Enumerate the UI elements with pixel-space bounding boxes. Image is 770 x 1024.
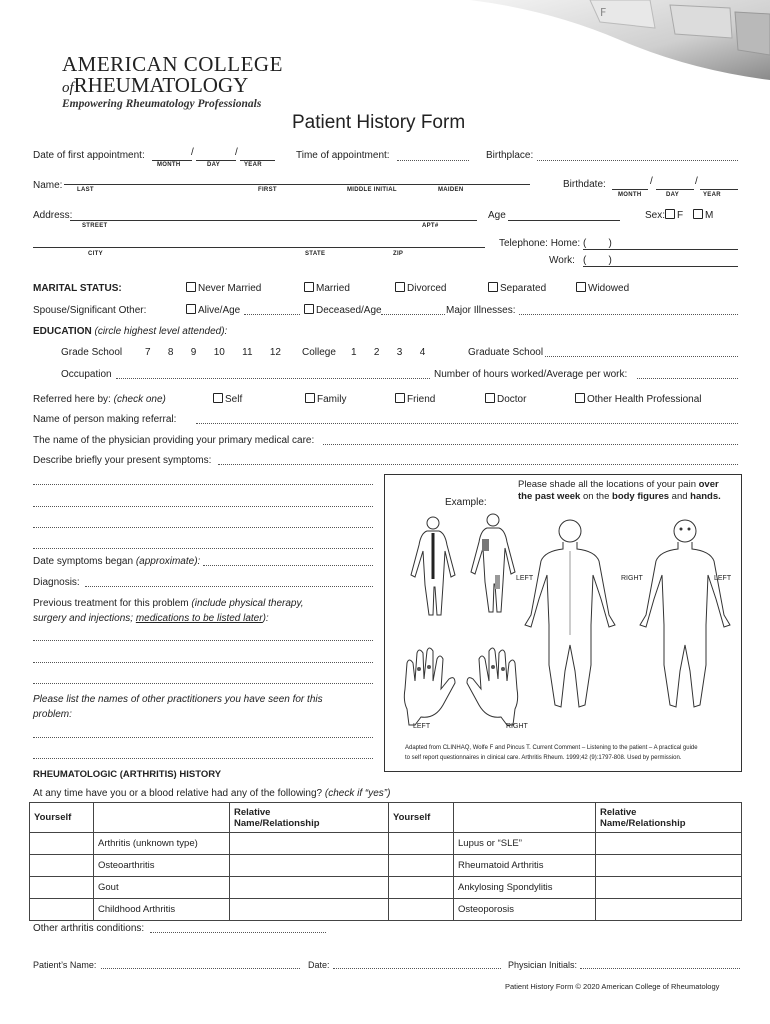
hand-right-label: RIGHT (506, 723, 528, 730)
physician-initials-field[interactable] (580, 968, 740, 969)
prev-treatment-line[interactable] (33, 640, 373, 641)
tel-home-label: Telephone: Home: (499, 238, 581, 249)
birthdate-label: Birthdate: (563, 179, 606, 190)
yourself-cell[interactable] (30, 899, 94, 921)
symptoms-field[interactable] (218, 464, 738, 465)
yourself-cell[interactable] (389, 855, 454, 877)
footer-date-label: Date: (308, 960, 330, 970)
header-keyboard-image (440, 0, 770, 105)
other-arthritis-field[interactable] (150, 932, 326, 933)
option-label: Married (316, 283, 350, 294)
major-illnesses-label: Major Illnesses: (446, 305, 516, 316)
footer-date-field[interactable] (333, 968, 501, 969)
table-row (30, 855, 742, 877)
yourself-cell[interactable] (389, 899, 454, 921)
citation-line1: Adapted from CLINHAQ, Wolfe F and Pincus T. Current Comment – Listening to the patient – A practical guide (405, 745, 698, 751)
logo-tagline: Empowering Rheumatology Professionals (62, 98, 262, 110)
hint2b: medications to be listed later (135, 613, 263, 624)
condition-cell: Ankylosing Spondylitis (454, 877, 596, 899)
relative-cell[interactable] (596, 855, 742, 877)
date-first-year-field[interactable] (240, 160, 275, 161)
spouse-alive-age-field[interactable] (244, 314, 300, 315)
instr-c: the past week (518, 491, 581, 502)
table-row (30, 833, 742, 855)
yourself-cell[interactable] (30, 855, 94, 877)
checkbox-icon[interactable] (575, 393, 585, 403)
age-label: Age (488, 210, 506, 221)
college-options[interactable]: 1 2 3 4 (351, 347, 426, 358)
checkbox-icon[interactable] (186, 304, 196, 314)
citation-line2: to self report questionnaires in clinical care. Arthritis Rheum. 1999;42 (9):1797-808. Used by permission. (405, 755, 682, 761)
col-yourself: Yourself (30, 803, 94, 833)
sex-m-option[interactable] (693, 209, 713, 221)
symptoms-label: Describe briefly your present symptoms: (33, 455, 212, 466)
date-first-label: Date of first appointment: (33, 150, 145, 161)
graduate-label: Graduate School (468, 347, 544, 358)
occupation-label: Occupation (61, 369, 112, 380)
body-figures-drawing[interactable] (385, 475, 741, 771)
history-question-hint: (check if “yes”) (324, 788, 391, 799)
option-label: Divorced (407, 283, 447, 294)
work-label: Work: (549, 255, 575, 266)
date-began-label: Date symptoms began (33, 556, 134, 567)
caption-middle: MIDDLE INITIAL (347, 187, 397, 193)
referral-name-field[interactable] (196, 423, 738, 424)
graduate-field[interactable] (545, 356, 738, 357)
pain-body-figure-box (384, 474, 742, 772)
marital-never-married[interactable] (186, 282, 261, 294)
tel-home-field[interactable] (583, 249, 738, 250)
checkbox-icon[interactable] (488, 282, 498, 292)
prev-treatment-label: Previous treatment for this problem (33, 598, 189, 609)
svg-text:F: F (600, 6, 607, 19)
copyright: Patient History Form © 2020 American College of Rheumatology (505, 982, 720, 991)
checkbox-icon[interactable] (186, 282, 196, 292)
referral-doctor[interactable] (485, 393, 526, 405)
arthritis-history-table (29, 802, 742, 921)
condition-cell: Arthritis (unknown type) (94, 833, 230, 855)
col-relative2-line2: Name/Relationship (600, 817, 686, 829)
checkbox-icon[interactable] (665, 209, 675, 219)
hand-left-label: LEFT (413, 723, 431, 730)
caption-year: YEAR (244, 162, 262, 168)
prev-treatment-heading (33, 598, 304, 609)
spouse-deceased-age-field[interactable] (381, 314, 445, 315)
yourself-cell[interactable] (30, 833, 94, 855)
diagnosis-label: Diagnosis: (33, 577, 80, 588)
birthdate-month-field[interactable] (612, 189, 648, 190)
date-first-month-field[interactable] (152, 160, 192, 161)
physician-label: The name of the physician providing your primary medical care: (33, 435, 315, 446)
sex-f-label: F (677, 210, 684, 221)
option-label: Self (225, 394, 243, 405)
occupation-field[interactable] (116, 378, 430, 379)
sex-f-option[interactable] (665, 209, 683, 221)
referred-heading (33, 394, 166, 405)
example-front-figure (471, 514, 515, 612)
symptoms-line[interactable] (33, 527, 373, 528)
col-relative2-line1: Relative (600, 806, 637, 818)
col-relative-line1: Relative (234, 806, 271, 818)
option-label: Never Married (198, 283, 262, 294)
grade-options[interactable]: 7 8 9 10 11 12 (145, 347, 281, 358)
option-label: Widowed (588, 283, 630, 294)
relative-cell[interactable] (230, 833, 389, 855)
practitioners-label2: problem: (33, 709, 72, 720)
instr-a: Please shade all the locations of your pain (518, 479, 696, 490)
history-title: RHEUMATOLOGIC (ARTHRITIS) HISTORY (33, 769, 222, 780)
checkbox-icon[interactable] (395, 393, 405, 403)
example-back-figure (411, 517, 455, 615)
instr-b: over (698, 479, 719, 490)
table-row (30, 877, 742, 899)
caption-month: MONTH (157, 162, 181, 168)
option-label: Friend (407, 394, 436, 405)
label-left-1: LEFT (516, 575, 534, 582)
college-label: College (302, 347, 336, 358)
spouse-deceased-option[interactable] (304, 304, 382, 316)
table-row (30, 899, 742, 921)
instr-g: hands. (690, 491, 721, 502)
prev-treatment-line[interactable] (33, 662, 373, 663)
blank-header-2 (454, 803, 596, 833)
checkbox-icon[interactable] (305, 393, 315, 403)
hint2a: surgery and injections; (33, 613, 134, 624)
option-label: Separated (500, 283, 547, 294)
table-header-row (30, 803, 742, 833)
name-field[interactable] (64, 184, 530, 185)
relative-cell[interactable] (230, 877, 389, 899)
date-first-day-field[interactable] (196, 160, 236, 161)
sex-m-label: M (705, 210, 714, 221)
large-back-figure (525, 520, 615, 707)
hint2c: ): (262, 613, 269, 624)
col-relative-line2: Name/Relationship (234, 817, 320, 829)
other-arthritis-label: Other arthritis conditions: (33, 923, 145, 934)
col-relative (230, 803, 389, 833)
condition-cell: Osteoarthritis (94, 855, 230, 877)
checkbox-icon[interactable] (395, 282, 405, 292)
caption-city: CITY (88, 251, 103, 257)
major-illnesses-field[interactable] (519, 314, 738, 315)
birthdate-day-field[interactable] (656, 189, 694, 190)
left-hand-figure (404, 648, 455, 725)
condition-cell: Childhood Arthritis (94, 899, 230, 921)
option-label: Doctor (497, 394, 527, 405)
logo-rheumatology: RHEUMATOLOGY (73, 73, 249, 97)
caption-bd-year: YEAR (703, 192, 721, 198)
relative-cell[interactable] (596, 877, 742, 899)
option-label: Family (317, 394, 347, 405)
age-field[interactable] (508, 220, 620, 221)
physician-initials-label: Physician Initials: (508, 960, 578, 970)
hours-field[interactable] (637, 378, 738, 379)
spouse-label: Spouse/Significant Other: (33, 305, 147, 316)
option-label: Deceased/Age (316, 305, 382, 316)
history-question-text: At any time have you or a blood relative had any of the following? (33, 788, 323, 799)
marital-label: MARITAL STATUS: (33, 283, 122, 294)
condition-cell: Osteoporosis (454, 899, 596, 921)
referral-name-label: Name of person making referral: (33, 414, 177, 425)
checkbox-icon[interactable] (576, 282, 586, 292)
blank-header (94, 803, 230, 833)
referred-label: Referred here by: (33, 394, 111, 405)
name-label: Name: (33, 180, 63, 191)
referral-self[interactable] (213, 393, 242, 405)
symptoms-line[interactable] (33, 484, 373, 485)
caption-last: LAST (77, 187, 94, 193)
city-state-zip-field[interactable] (33, 247, 485, 248)
sex-label: Sex: (645, 210, 666, 221)
prev-treatment-hint: (include physical therapy, (191, 598, 304, 609)
yourself-cell[interactable] (389, 833, 454, 855)
referral-friend[interactable] (395, 393, 435, 405)
time-field[interactable] (397, 160, 469, 161)
condition-cell: Rheumatoid Arthritis (454, 855, 596, 877)
symptoms-line[interactable] (33, 548, 373, 549)
col-yourself-2: Yourself (389, 803, 454, 833)
hours-label: Number of hours worked/Average per work: (434, 369, 628, 380)
caption-bd-month: MONTH (618, 192, 642, 198)
birthplace-label: Birthplace: (486, 150, 534, 161)
referral-family[interactable] (305, 393, 346, 405)
label-left-2: LEFT (714, 575, 732, 582)
relative-cell[interactable] (230, 855, 389, 877)
spouse-alive-option[interactable] (186, 304, 240, 316)
practitioners-line[interactable] (33, 737, 373, 738)
address-field[interactable] (70, 220, 477, 221)
caption-zip: ZIP (393, 251, 404, 257)
address-label: Address: (33, 210, 73, 221)
practitioners-label: Please list the names of other practitioners you have seen for this (33, 694, 323, 705)
instr-d: on the (582, 491, 610, 502)
caption-state: STATE (305, 251, 326, 257)
checkbox-icon[interactable] (304, 304, 314, 314)
physician-field[interactable] (323, 444, 738, 445)
caption-first: FIRST (258, 187, 277, 193)
col-relative-2 (596, 803, 742, 833)
practitioners-line[interactable] (33, 758, 373, 759)
marital-widowed[interactable] (576, 282, 629, 294)
instr-f: and (671, 491, 688, 502)
condition-cell: Gout (94, 877, 230, 899)
caption-day: DAY (207, 162, 221, 168)
right-hand-figure (467, 648, 518, 725)
prev-treatment-line[interactable] (33, 683, 373, 684)
relative-cell[interactable] (596, 833, 742, 855)
grade-school-label: Grade School (61, 347, 123, 358)
referred-hint: (check one) (113, 394, 166, 405)
logo-of: of (62, 80, 74, 96)
marital-divorced[interactable] (395, 282, 446, 294)
checkbox-icon[interactable] (304, 282, 314, 292)
checkbox-icon[interactable] (693, 209, 703, 219)
symptoms-line[interactable] (33, 506, 373, 507)
yourself-cell[interactable] (389, 877, 454, 899)
yourself-cell[interactable] (30, 877, 94, 899)
referral-other[interactable] (575, 393, 702, 405)
marital-separated[interactable] (488, 282, 546, 294)
caption-maiden: MAIDEN (438, 187, 464, 193)
form-title: Patient History Form (292, 112, 466, 133)
date-began-field[interactable] (203, 565, 373, 566)
checkbox-icon[interactable] (213, 393, 223, 403)
relative-cell[interactable] (596, 899, 742, 921)
caption-apt: APT# (422, 223, 439, 229)
checkbox-icon[interactable] (485, 393, 495, 403)
caption-street: STREET (82, 223, 108, 229)
time-label: Time of appointment: (296, 150, 390, 161)
caption-bd-day: DAY (666, 192, 680, 198)
patient-name-label: Patient’s Name: (33, 960, 97, 970)
diagnosis-field[interactable] (85, 586, 373, 587)
logo-line1: AMERICAN COLLEGE (62, 52, 283, 76)
instr-e: body figures (612, 491, 670, 502)
history-question (33, 788, 390, 799)
education-hint: (circle highest level attended): (94, 326, 228, 337)
birthplace-field[interactable] (537, 160, 738, 161)
large-front-figure (640, 520, 730, 707)
patient-name-field[interactable] (101, 968, 300, 969)
prev-treatment-hint-line2 (33, 613, 269, 624)
education-heading (33, 326, 227, 337)
label-right-1: RIGHT (621, 575, 643, 582)
condition-cell: Lupus or “SLE” (454, 833, 596, 855)
relative-cell[interactable] (230, 899, 389, 921)
example-label: Example: (445, 497, 487, 508)
birthdate-year-field[interactable] (700, 189, 738, 190)
date-began-hint: (approximate): (135, 556, 201, 567)
education-label: EDUCATION (33, 326, 92, 337)
tel-work-field[interactable] (583, 266, 738, 267)
marital-married[interactable] (304, 282, 350, 294)
date-began-heading (33, 556, 200, 567)
acr-logo (62, 52, 283, 110)
option-label: Alive/Age (198, 305, 241, 316)
option-label: Other Health Professional (587, 394, 702, 405)
